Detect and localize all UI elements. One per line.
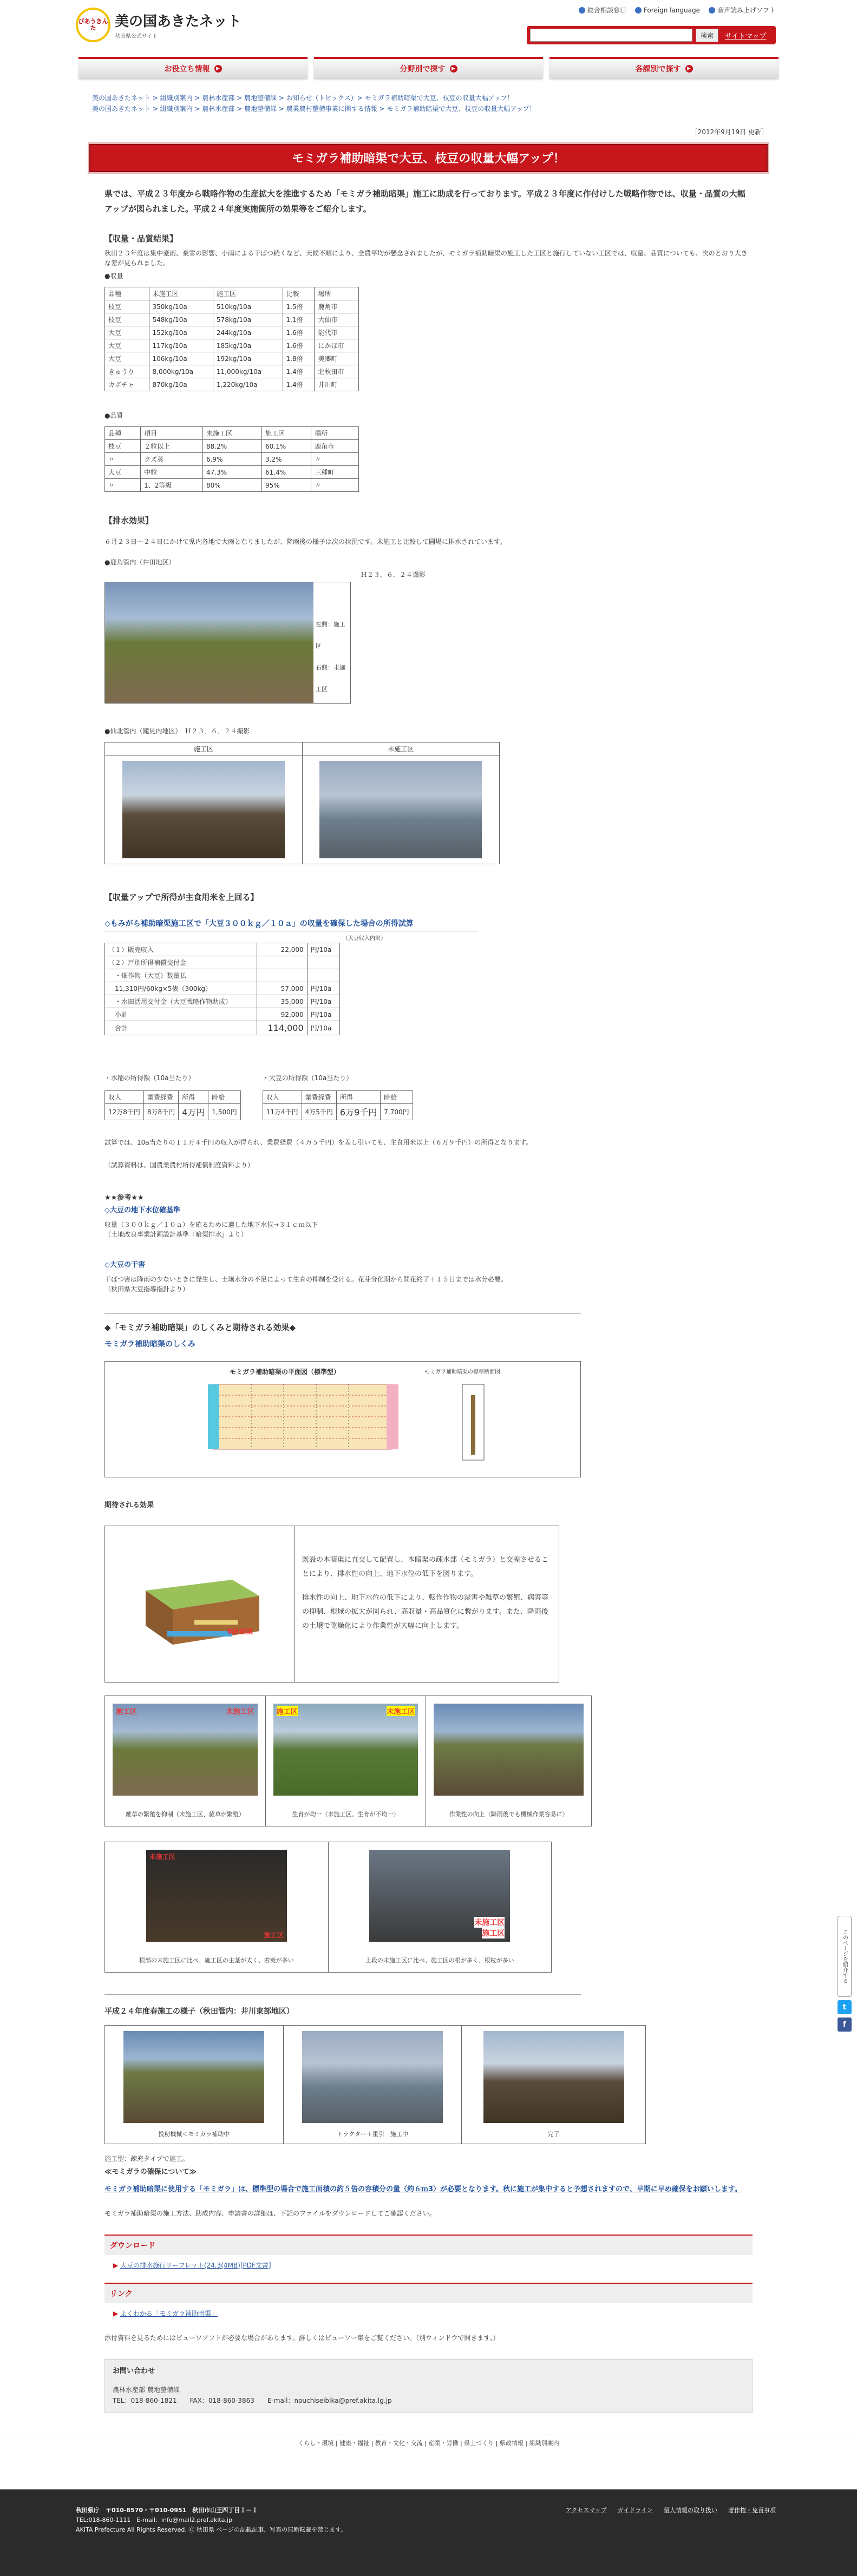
soy-income-table [263, 1090, 413, 1120]
section-heading-drain: 【排水効果】 [104, 516, 154, 525]
footer-link-copyright[interactable]: 著作権・免責事項 [728, 2507, 776, 2514]
table-cell: ２粒以上 [141, 440, 203, 453]
table-header-row [105, 287, 359, 300]
table-cell: ・畑作物（大豆）数量払 [105, 969, 257, 982]
share-label: このページを紹介する [838, 1916, 852, 1997]
income-row [105, 969, 340, 982]
site-sub: 秋田県公式サイト [115, 34, 158, 40]
col-sekou: 施工区 [105, 742, 303, 755]
table-cell: 枝豆 [105, 300, 149, 313]
breadcrumb-line[interactable]: 美の国あきたネット > 組織別案内 > 農林水産部 > 農地整備課 > お知らせ（トピックス）> モミガラ補助暗渠で大豆、枝豆の収量大幅アップ！ [92, 94, 514, 102]
table-cell: カボチャ [105, 378, 149, 391]
photo-label: 未施工区 [387, 1706, 415, 1716]
photo-caption: 生育が均一（未施工区、生育が不均一） [292, 1811, 400, 1818]
nav-by-section[interactable]: 各課別で探す ▶ [549, 57, 779, 78]
breadcrumb-line[interactable]: 美の国あきたネット > 組織別案内 > 農林水産部 > 農地整備課 > 農業農村整備事業に関する情報 > モミガラ補助暗渠で大豆、枝豆の収量大幅アップ！ [92, 105, 536, 113]
soy-row [263, 1104, 413, 1120]
table-header-cell: 収入 [105, 1091, 144, 1104]
table-header-cell: 施工区 [213, 287, 283, 300]
table-cell: 578kg/10a [213, 313, 283, 326]
arrow-icon: ▶ [450, 65, 457, 73]
yield-row [105, 326, 359, 339]
photo-label: 施工区 [116, 1708, 138, 1716]
quality-row [105, 440, 359, 453]
rice-row [105, 1104, 241, 1120]
table-cell: （１）販売収入 [105, 943, 257, 956]
order-heading: ≪モミガラの確保について≫ [104, 2168, 197, 2176]
effect-text-2: 排水性の向上、地下水位の低下により、転作作物の湿害や雑草の繁殖、病害等の抑制、根域の拡大が図られ、高収量・高品質化に繋がります。また、降雨後の土壌で乾燥化により作業性が大幅に向上します。 [302, 1594, 549, 1630]
contact-dept: 農林水産部 農地整備課 [113, 2386, 180, 2394]
table-cell: にかほ市 [315, 339, 359, 352]
photo-date: Ｈ２３．６．２４撮影 [361, 571, 426, 579]
yield-row [105, 300, 359, 313]
contact-tel: TEL：018-860-1821 FAX：018-860-3863 E-mail：nouchiseibika@pref.akita.lg.jp [113, 2397, 392, 2404]
table-cell: 88.2% [203, 440, 262, 453]
nav-by-field[interactable]: 分野別で探す ▶ [314, 57, 543, 78]
site-name: 美の国あきたネット [115, 14, 242, 30]
table-cell: 35,000 [257, 995, 307, 1008]
effect-photo [113, 1704, 258, 1796]
yield-label: ●収量 [104, 272, 123, 280]
bullet-icon: ▶ [113, 2262, 121, 2269]
table-cell: 1、2等級 [141, 479, 203, 492]
quality-table [104, 426, 359, 492]
table-cell: 350kg/10a [149, 300, 213, 313]
table-header-cell: 所得 [179, 1091, 208, 1104]
ref-heading: ★★参考★★ [104, 1194, 144, 1202]
field-photo [105, 582, 313, 703]
footer-nav[interactable]: くらし・環境 | 健康・福祉 | 教育・文化・交流 | 産業・労働 | 県土づくり | 県政情報 | 組織別案内 [0, 2435, 857, 2447]
photo-caption: 根部の未施工区に比べ、施工区の主茎が太く、着莢が多い [139, 1957, 294, 1964]
table-cell: 61.4% [262, 466, 311, 479]
table-cell: 152kg/10a [149, 326, 213, 339]
footer-link-guideline[interactable]: ガイドライン [617, 2507, 653, 2514]
table-header-cell: 未施工区 [149, 287, 213, 300]
table-cell: 47.3% [203, 466, 262, 479]
table-cell: 美郷町 [315, 352, 359, 365]
table-header-cell: 時給 [381, 1091, 413, 1104]
contact-heading: お問い合わせ [113, 2367, 155, 2375]
side-strip [387, 1384, 398, 1449]
effect-text-1: 既設の本暗渠に直交して配置し、本暗渠の疎水部（モミガラ）と交差させることにより、排水性の向上、地下水位の低下を図ります。 [302, 1556, 549, 1578]
table-cell: 枝豆 [105, 440, 141, 453]
table-cell: 枝豆 [105, 313, 149, 326]
diagram-title-2: モミガラ補助暗渠の標準断面図 [424, 1369, 500, 1375]
table-header-cell: 未施工区 [203, 427, 262, 440]
table-header-cell: 場所 [311, 427, 359, 440]
unit-note: （大豆収入内訳） [343, 936, 386, 942]
photo-label: 施工区 [277, 1706, 298, 1716]
table-cell: 大豆 [105, 339, 149, 352]
utility-links [579, 5, 776, 15]
table-cell: 1.4倍 [283, 365, 315, 378]
footer-link-access[interactable]: アクセスマップ [565, 2507, 607, 2514]
table-cell: 6.9% [203, 453, 262, 466]
table-cell: 12万8千円 [105, 1104, 144, 1120]
arrow-icon: ▶ [214, 65, 222, 73]
footer-office: 秋田県庁 〒010-8570・〒010-0951 秋田市山王四丁目１－１ [76, 2507, 258, 2514]
share-sidebar [838, 1916, 852, 2032]
table-cell: 244kg/10a [213, 326, 283, 339]
table-cell: 鹿角市 [311, 440, 359, 453]
table-header-row [263, 1091, 413, 1104]
table-cell: 1.6倍 [283, 339, 315, 352]
table-cell: 11万4千円 [263, 1104, 302, 1120]
page-title: モミガラ補助暗渠で大豆、枝豆の収量大幅アップ！ [89, 144, 768, 172]
table-cell: 井川町 [315, 378, 359, 391]
income-row [105, 995, 340, 1008]
twitter-icon[interactable]: t [838, 2000, 852, 2014]
table-cell: 〃 [311, 479, 359, 492]
col-misekou: 未施工区 [302, 742, 500, 755]
table-cell: 〃 [311, 453, 359, 466]
table-cell: 円/10a [307, 943, 339, 956]
income-row [105, 982, 340, 995]
section-heading-yield: 【収量・品質結果】 [104, 234, 178, 244]
effect-photo-table [104, 1696, 592, 1826]
effect-box [104, 1526, 559, 1683]
arrow-icon: ▶ [685, 65, 693, 73]
table-header-cell: 業費経費 [302, 1091, 336, 1104]
ref-text2b: （秋田県大豆指導指針より） [104, 1285, 189, 1293]
sitemap-link[interactable]: サイトマップ [725, 32, 767, 41]
util-consult[interactable]: 総合相談窓口 [579, 5, 626, 15]
construction-photo [302, 2031, 443, 2123]
photo-caption: 完了 [547, 2131, 560, 2138]
table-cell: 〃 [105, 479, 141, 492]
photo-caption: 上段の未施工区に比べ、施工区の根が多く、根粒が多い [365, 1957, 514, 1964]
link-section [104, 2283, 753, 2323]
photo-label: 施工区 [264, 1931, 284, 1939]
yield-row [105, 313, 359, 326]
table-cell [257, 969, 307, 982]
effect-photo [434, 1704, 584, 1796]
table-header-cell: 所得 [336, 1091, 380, 1104]
ref-sub1: ◇大豆の地下水位確基準 [104, 1206, 180, 1214]
ref-sub2: ◇大豆の干害 [104, 1261, 145, 1269]
root-photo [146, 1850, 287, 1942]
table-cell: クズ莢 [141, 453, 203, 466]
root-photo-table [104, 1842, 552, 1973]
table-header-cell: 場所 [315, 287, 359, 300]
breadcrumb [0, 93, 857, 114]
site-header [0, 0, 857, 51]
contact-box [104, 2359, 753, 2413]
table-cell: 1.5倍 [283, 300, 315, 313]
effect-heading: 期待される効果 [104, 1501, 154, 1509]
table-cell [257, 956, 307, 969]
section-trench [471, 1395, 475, 1455]
footer-copy: AKITA Prefecture All Rights Reserved. Ⓒ 秋田県 ページの記載記事、写真の無断転載を禁じます。 [76, 2526, 347, 2533]
search-bar [527, 26, 776, 44]
logo-mark: びあうきんた [76, 8, 110, 42]
table-cell: 北秋田市 [315, 365, 359, 378]
table-header-cell: 項目 [141, 427, 203, 440]
download-link[interactable]: 大豆の排水施行リーフレット(24.3(4MB)[PDF文書] [120, 2262, 271, 2269]
photo-caption: 作業性の向上（降雨後でも機械作業容易に） [449, 1811, 568, 1818]
drain-photo-table [104, 742, 500, 864]
table-cell: 大豆 [105, 326, 149, 339]
section-text: ６月２３日〜２４日にかけて県内各地で大雨となりましたが、降雨後の様子は次の状況です。未施工と比較して圃場に排水されています。 [104, 538, 507, 546]
external-link[interactable]: よくわかる「モミガラ補助暗渠」 [120, 2310, 218, 2317]
table-cell: 3.2% [262, 453, 311, 466]
bullet-icon: ▶ [113, 2310, 121, 2317]
place-label: ●鹿角管内（井田地区） [104, 558, 175, 566]
yield-row [105, 352, 359, 365]
effect-illustration [135, 1558, 265, 1650]
download-heading: ダウンロード [104, 2236, 753, 2255]
income-row [105, 1021, 340, 1035]
site-logo[interactable] [76, 3, 241, 47]
order-text: モミガラ補助暗渠に使用する「モミガラ」は、標準型の場合で施工面積の約５倍の容積分の量（約６ｍ3）が必要となります。秋に施工が集中すると予想されますので、早期に早め確保をお願いします。 [104, 2185, 742, 2193]
lead-text: 県では、平成２３年度から戦略作物の生産拡大を推進するため「モミガラ補助暗渠」施工に助成を行っております。平成２３年度に作付けした戦略作物では、収量・品質の大幅アップが図られました。平成２４年度実施箇所の効果等をご紹介します。 [104, 189, 745, 214]
table-cell: 合計 [105, 1021, 257, 1035]
yield-row [105, 378, 359, 391]
income-row [105, 943, 340, 956]
quality-row [105, 466, 359, 479]
table-cell: 192kg/10a [213, 352, 283, 365]
root-photo [369, 1850, 510, 1942]
section-heading-income: 【収量アップで所得が主食用米を上回る】 [104, 892, 259, 902]
table-cell: 〃 [105, 453, 141, 466]
diagram-title: モミガラ補助暗渠の平面図（標準型） [230, 1368, 341, 1376]
quality-row [105, 453, 359, 466]
table-cell: ・水田活用交付金（大豆戦略作物助成） [105, 995, 257, 1008]
drain-channel [208, 1384, 219, 1449]
photo-label-right: 右側：未施工区 [316, 664, 345, 693]
table-cell: 大豆 [105, 352, 149, 365]
ref-text2: 干ばつ害は降雨の少ないときに発生し、土壌水分の不足によって生育の抑制を受ける。花芽分化期から開花終了＋１５日までは水分必要。 [104, 1276, 508, 1283]
table-cell: 大豆 [105, 466, 141, 479]
viewer-note: 添付資料を見るためにはビューワソフトが必要な場合があります。詳しくはビューワー集をご覧ください。（別ウィンドウで開きます。） [104, 2334, 500, 2342]
table-cell: 185kg/10a [213, 339, 283, 352]
h24-heading: 平成２４年度春施工の様子（秋田管内：井川東部地区） [104, 2007, 294, 2016]
download-intro: モミガラ補助暗渠の施工方法、助成内容、申請書の詳細は、下記のファイルをダウンロードしてご確認ください。 [104, 2210, 436, 2217]
globe-icon [635, 7, 642, 14]
mech-heading: ◆「モミガラ補助暗渠」のしくみと期待される効果◆ [104, 1323, 296, 1332]
util-voice[interactable]: 音声読み上げソフト [709, 5, 776, 15]
table-cell: 80% [203, 479, 262, 492]
field-photo [122, 761, 285, 858]
photo-label-left: 左側：施工区 [316, 621, 345, 649]
site-footer [0, 2489, 857, 2576]
speaker-icon [709, 7, 715, 14]
search-input[interactable] [530, 29, 692, 42]
table-cell: 870kg/10a [149, 378, 213, 391]
ref-text1: 収量（３００ｋｇ／１０ａ）を確るために適した地下水位→３１ｃｍ以下 [104, 1221, 318, 1228]
table-header-cell: 施工区 [262, 427, 311, 440]
table-cell: 1.8倍 [283, 352, 315, 365]
soy-income-label: ・大豆の所得額（10a当たり） [262, 1074, 353, 1082]
photo-caption: トラクター＋重引 施工中 [337, 2131, 408, 2138]
photo-label: 未施工区 [474, 1917, 505, 1928]
table-cell: 1.1倍 [283, 313, 315, 326]
income-subheading: ◇もみがら補助暗渠施工区で「大豆３００ｋｇ／１０ａ」の収量を確保した場合の所得試算 [104, 918, 478, 931]
global-nav [0, 57, 857, 78]
table-cell: （２）戸別所得補償交付金 [105, 956, 257, 969]
table-header-cell: 品種 [105, 427, 141, 440]
table-header-cell: 収入 [263, 1091, 302, 1104]
table-cell: 510kg/10a [213, 300, 283, 313]
rice-income-label: ・水稲の所得額（10a当たり） [104, 1074, 195, 1082]
table-cell: 7,700円 [381, 1104, 413, 1120]
construction-photo [483, 2031, 624, 2123]
photo-label: 施工区 [482, 1928, 505, 1938]
table-cell: 8,000kg/10a [149, 365, 213, 378]
yield-table [104, 287, 359, 391]
h24-note: 施工型：疎充タイプで施工。 [104, 2155, 189, 2163]
table-cell: 円/10a [307, 1008, 339, 1021]
table-cell: 106kg/10a [149, 352, 213, 365]
table-cell: 1,500円 [208, 1104, 240, 1120]
table-cell: 4万5千円 [302, 1104, 336, 1120]
globe-icon [579, 7, 585, 14]
income-row [105, 1008, 340, 1021]
table-cell: 円/10a [307, 982, 339, 995]
yield-row [105, 339, 359, 352]
updated-date: ［2012年9月19日 更新］ [691, 128, 768, 136]
facebook-icon[interactable]: f [838, 2018, 852, 2032]
table-cell: 6万9千円 [336, 1104, 380, 1120]
photo-caption: 投籾機械＜モミガラ補助中 [158, 2131, 230, 2138]
search-button[interactable]: 検索 [696, 29, 718, 42]
table-cell: 円/10a [307, 1021, 339, 1035]
table-cell: きゅうり [105, 365, 149, 378]
quality-row [105, 479, 359, 492]
footer-tel: TEL:018-860-1111 E-mail：info@mail2.pref.akita.jp [76, 2516, 232, 2524]
table-cell: 三種町 [311, 466, 359, 479]
table-cell: 円/10a [307, 995, 339, 1008]
table-cell: 中粒 [141, 466, 203, 479]
table-cell: 4万円 [179, 1104, 208, 1120]
income-row [105, 956, 340, 969]
table-cell: 1.4倍 [283, 378, 315, 391]
table-cell: 57,000 [257, 982, 307, 995]
table-header-cell: 比較 [283, 287, 315, 300]
table-cell: 11,000kg/10a [213, 365, 283, 378]
ref-text1b: （土地改良事業計画設計基準『暗渠排水』より） [104, 1231, 248, 1238]
photo-caption: 雑草の繁殖を抑制（未施工区、雑草が繁殖） [125, 1811, 245, 1818]
mechanism-diagram [104, 1361, 581, 1477]
table-cell: 小計 [105, 1008, 257, 1021]
effect-photo [273, 1704, 418, 1796]
table-cell: 11,310円/60kg×5俵（300kg） [105, 982, 257, 995]
construction-photo [123, 2031, 264, 2123]
section-text: 秋田２３年度は集中豪雨、豪雪の影響、小雨による干ばつ続くなど、天候不順により、全農平均が懸念されましたが、モミガラ補助暗渠の施工した工区と施行していない工区では、収量、品質についても、次のとおり大きな差が見られました。 [104, 249, 748, 267]
table-cell: 1,220kg/10a [213, 378, 283, 391]
table-cell: 92,000 [257, 1008, 307, 1021]
main-content [0, 144, 857, 2413]
h24-photo-table [104, 2025, 646, 2144]
nav-useful-info[interactable]: お役立ち情報 ▶ [78, 57, 308, 78]
table-cell: 8万8千円 [143, 1104, 178, 1120]
link-heading: リンク [104, 2284, 753, 2303]
table-cell: 1.6倍 [283, 326, 315, 339]
income-source: （試算資料は、国農業農村所得補償制度資料より） [104, 1161, 254, 1169]
mech-sub: モミガラ補助暗渠のしくみ [104, 1340, 195, 1349]
table-cell [307, 969, 339, 982]
table-cell: 95% [262, 479, 311, 492]
table-header-cell: 業費経費 [143, 1091, 178, 1104]
photo-label: 未施工区 [149, 1853, 175, 1861]
place-label: ●仙北管内（鑓見内地区） Ｈ２３．６．２４撮影 [104, 727, 250, 735]
field-photo [319, 761, 482, 858]
income-table [104, 943, 340, 1035]
download-section [104, 2235, 753, 2275]
table-cell: 22,000 [257, 943, 307, 956]
table-cell: 548kg/10a [149, 313, 213, 326]
table-header-row [105, 427, 359, 440]
yield-row [105, 365, 359, 378]
util-foreign[interactable]: Foreign language [635, 5, 700, 15]
income-note: 試算では、10a当たりの１１万４千円の収入が得られ、業費経費（４万５千円）を差し引いても、主食用米以上（６万９千円）の所得となります。 [104, 1139, 533, 1146]
table-header-cell: 時給 [208, 1091, 240, 1104]
photo-label: 未施工区 [226, 1708, 254, 1716]
plan-diagram [208, 1379, 522, 1471]
quality-label: ●品質 [104, 412, 123, 419]
table-cell: 117kg/10a [149, 339, 213, 352]
table-cell: 能代市 [315, 326, 359, 339]
table-cell: 大仙市 [315, 313, 359, 326]
table-cell: 60.1% [262, 440, 311, 453]
table-cell: 114,000 [257, 1021, 307, 1035]
table-header-row [105, 1091, 241, 1104]
table-cell: 鹿角市 [315, 300, 359, 313]
rice-income-table [104, 1090, 241, 1120]
table-cell [307, 956, 339, 969]
table-header-cell: 品種 [105, 287, 149, 300]
diagram-label: 補助暗渠 [226, 1628, 253, 1635]
footer-link-privacy[interactable]: 個人情報の取り扱い [664, 2507, 717, 2514]
